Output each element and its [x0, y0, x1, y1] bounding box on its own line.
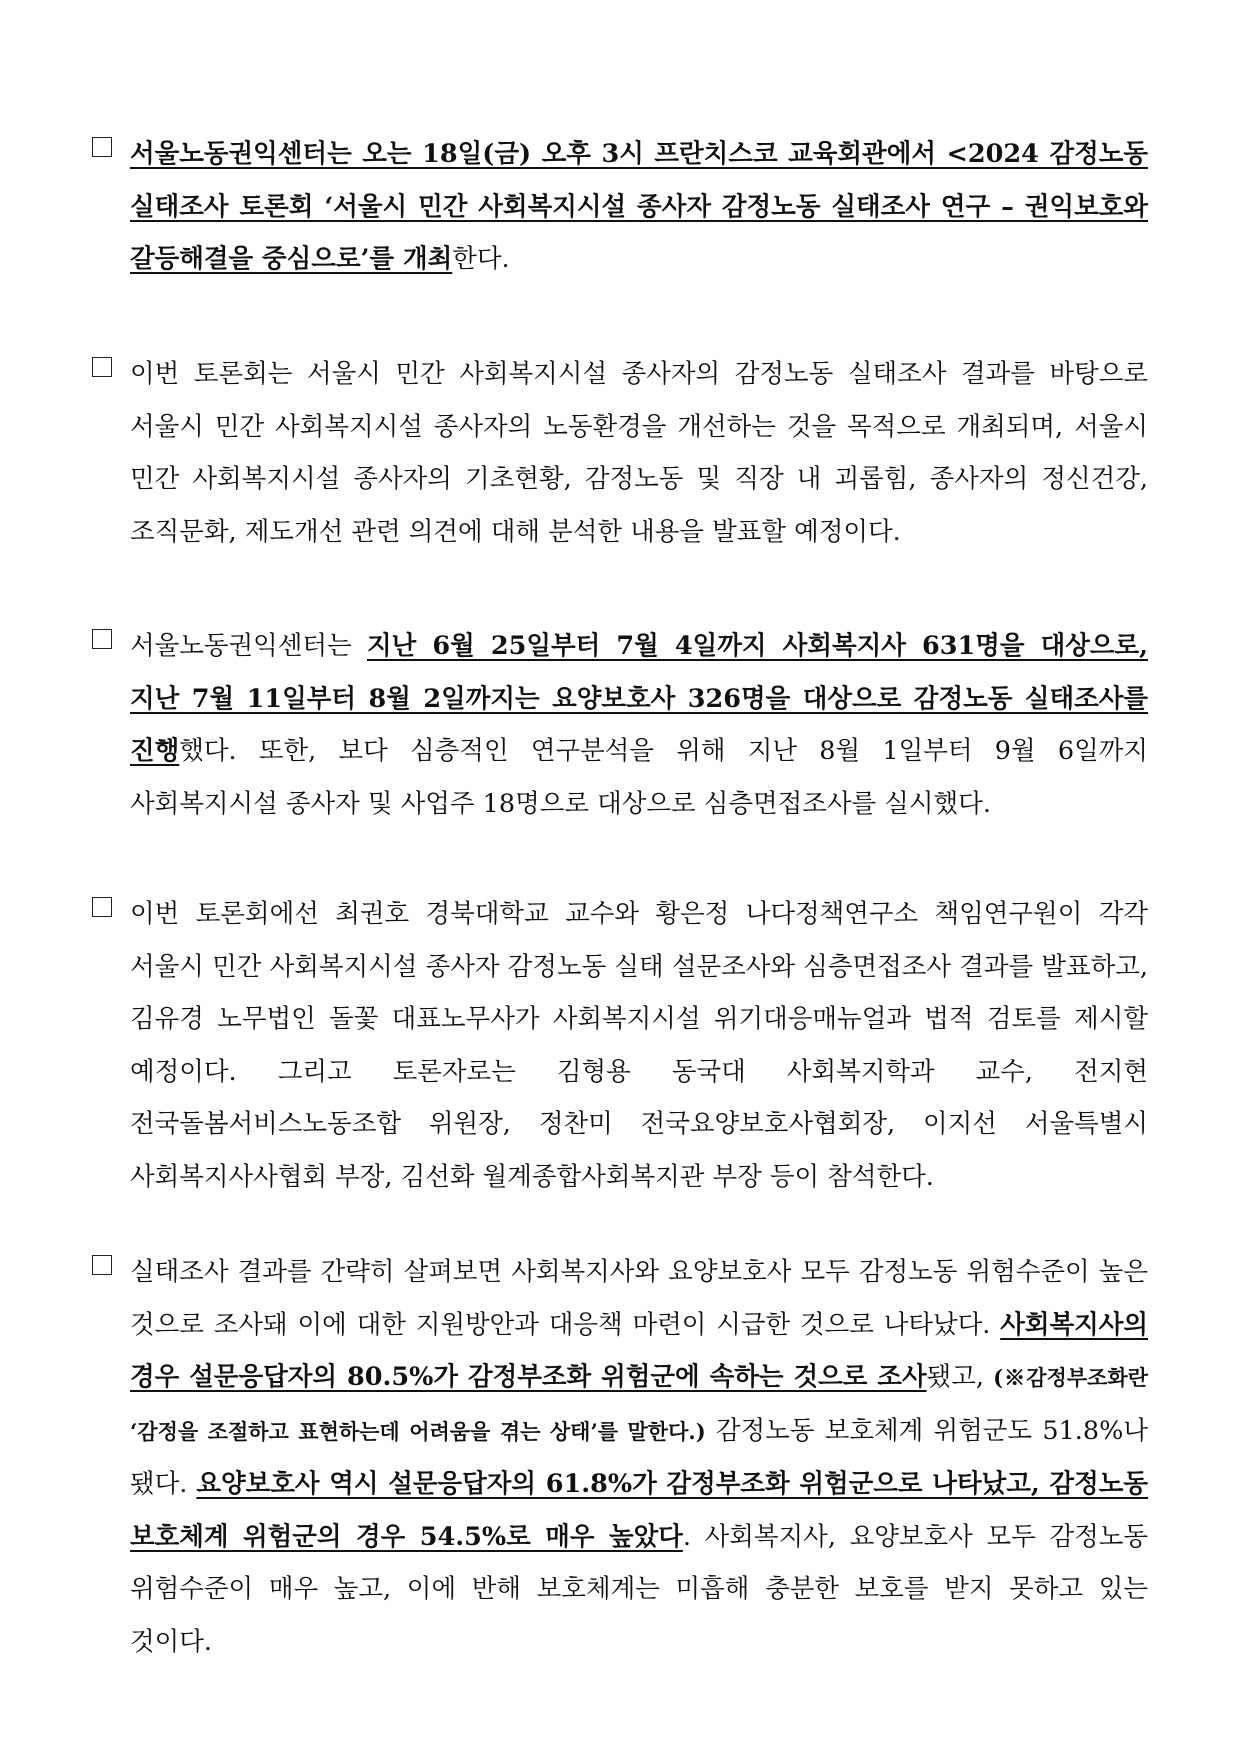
- paragraph-4: [92, 888, 1148, 1203]
- body-text: 이번 토론회에선 최권호 경북대학교 교수와 황은정 나다정책연구소 책임연구원이 각각 서울시 민간 사회복지시설 종사자 감정노동 실태 설문조사와 심층면접조사 결과를 발표하고, 김유경 노무법인 돌꽃 대표노무사가 사회복지시설 위기대응매뉴얼과 법적 검토를 제시할 예정이다. 그리고 토론자로는 김형용 동국대 사회복지학과 교수, 전지현 전국돌봄서비스노동조합 위원장, 정찬미 전국요양보호사협회장, 이지선 서울특별시 사회복지사사협회 부장, 김선화 월계종합사회복지관 부장 등이 참석한다.: [130, 899, 1148, 1192]
- paragraph-5: [92, 1246, 1148, 1668]
- checkbox-bullet: [92, 1255, 112, 1275]
- checkbox-bullet: [92, 357, 112, 377]
- paragraph-text: [130, 620, 1148, 830]
- highlighted-text: 사회복지사의 경우 설문응답자의 80.5%가 감정부조화 위험군에 속하는 것으로 조사: [130, 1309, 1148, 1392]
- body-text: . 사회복지사, 요양보호사 모두 감정노동 위험수준이 매우 높고, 이에 반해 보호체계는 미흡해 충분한 보호를 받지 못하고 있는 것이다.: [130, 1521, 1148, 1657]
- body-text: 이번 토론회는 서울시 민간 사회복지시설 종사자의 감정노동 실태조사 결과를 바탕으로 서울시 민간 사회복지시설 종사자의 노동환경을 개선하는 것을 목적으로 개최되며, 서울시 민간 사회복지시설 종사자의 기초현황, 감정노동 및 직장 내 괴롭힘, 종사자의 정신건강, 조직문화, 제도개선 관련 의견에 대해 분석한 내용을 발표할 예정이다.: [130, 359, 1148, 547]
- footnote-text: (※감정부조화란 ‘감정을 조절하고 표현하는데 어려움을 겪는 상태’를 말한다.): [130, 1365, 1148, 1444]
- paragraph-text: [130, 1246, 1148, 1668]
- checkbox-bullet: [92, 629, 112, 649]
- body-text: 한다.: [452, 244, 510, 274]
- body-text: 감정노동 보호체계 위험군도 51.8%나 됐다.: [130, 1415, 1148, 1499]
- highlighted-text: 서울노동권익센터는 오는 18일(금) 오후 3시 프란치스코 교육회관에서 <2024 감정노동 실태조사 토론회 ‘서울시 민간 사회복지시설 종사자 감정노동 실태조사 연구 – 권익보호와 갈등해결을 중심으로’를 개최: [130, 139, 1148, 274]
- paragraph-text: [130, 348, 1148, 558]
- body-text: 됐고,: [926, 1362, 994, 1392]
- paragraph-2: [92, 348, 1148, 558]
- highlighted-text: 요양보호사 역시 설문응답자의 61.8%가 감정부조화 위험군으로 나타났고, 감정노동 보호체계 위험군의 경우 54.5%로 매우 높았다: [130, 1469, 1148, 1552]
- body-text: 했다. 또한, 보다 심층적인 연구분석을 위해 지난 8월 1일부터 9월 6일까지 사회복지시설 종사자 및 사업주 18명으로 대상으로 심층면접조사를 실시했다.: [130, 736, 1148, 819]
- body-text: 서울노동권익센터는: [130, 631, 368, 661]
- highlighted-text: 지난 6월 25일부터 7월 4일까지 사회복지사 631명을 대상으로, 지난 7월 11일부터 8월 2일까지는 요양보호사 326명을 대상으로 감정노동 실태조사를 진행: [130, 631, 1148, 766]
- paragraph-text: [130, 128, 1148, 286]
- paragraph-1: [92, 128, 1148, 286]
- checkbox-bullet: [92, 137, 112, 157]
- checkbox-bullet: [92, 897, 112, 917]
- body-text: 실태조사 결과를 간략히 살펴보면 사회복지사와 요양보호사 모두 감정노동 위험수준이 높은 것으로 조사돼 이에 대한 지원방안과 대응책 마련이 시급한 것으로 나타났다.: [130, 1257, 1148, 1340]
- paragraph-text: [130, 888, 1148, 1203]
- paragraph-3: [92, 620, 1148, 830]
